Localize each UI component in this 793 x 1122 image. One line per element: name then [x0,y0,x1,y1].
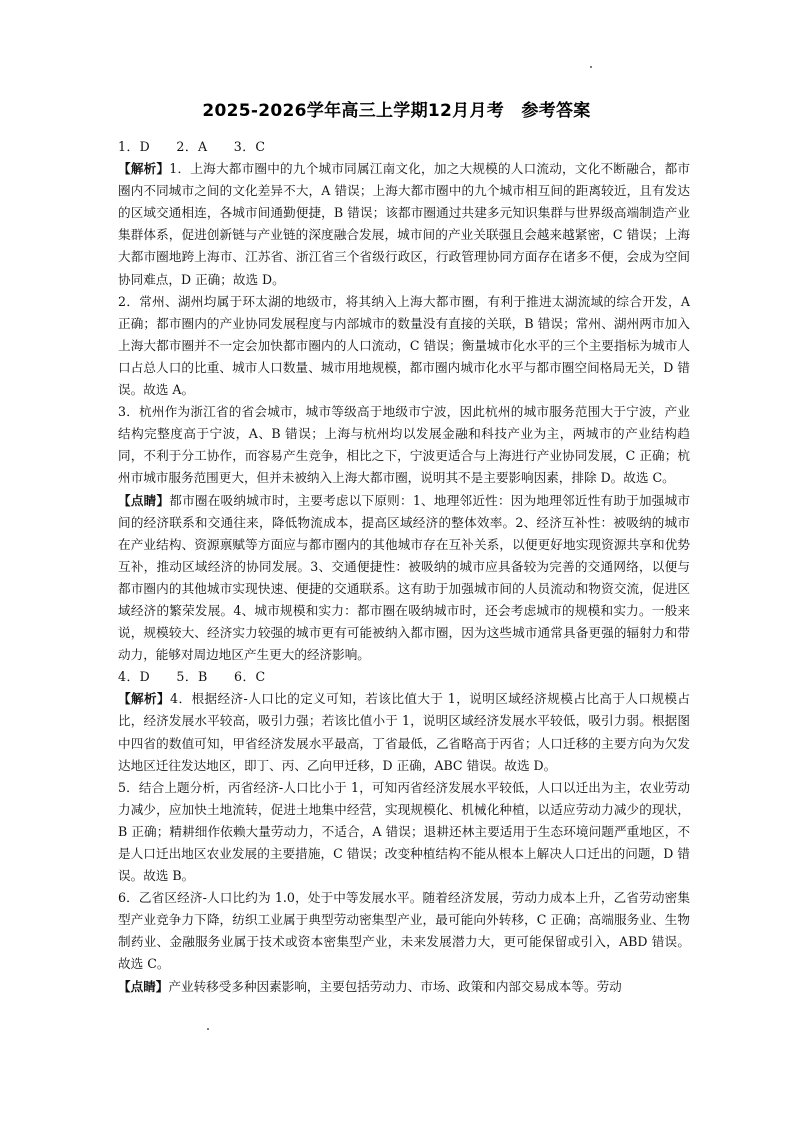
page-title: 2025-2026学年高三上学期12月月考 参考答案 [202,101,591,121]
tip-tag: 【点睛】 [118,492,170,508]
tip-tag: 【点睛】 [118,978,169,994]
tip-block [118,976,690,998]
analysis-tag: 【解析】 [118,691,171,707]
answer-content [118,136,690,998]
scan-speck [590,66,592,68]
explanation-paragraph: 3．杭州作为浙江省的省会城市，城市等级高于地级市宁波，因此杭州的城市服务范围大于宁波，产业结构完整度高于宁波，A、B 错误；上海与杭州均以发展金融和科技产业为主，两城市的产业结构趋同，不利于分工协作，而容易产生竞争，相比之下，宁波更适合与上海进行产业协同发展，C 正确；杭州市城市服务范围更大，但并未被纳入上海大都市圈，说明其不是主要影响因素，排除 D。故选 C。 [118,404,690,486]
analysis-tag: 【解析】 [118,161,170,177]
tip-block [118,490,690,667]
tip-text: 产业转移受多种因素影响，主要包括劳动力、市场、政策和内部交易成本等。劳动 [168,978,622,994]
answer-line: 1．D 2．A 3．C [118,139,266,154]
analysis-text: 1．上海大都市圈中的九个城市同属江南文化，加之大规模的人口流动，文化不断融合，都市圈内不同城市之间的文化差异不大，A 错误；上海大都市圈中的九个城市相互间的距离较近，且有发达的区域交通相连，各城市间通勤便捷，B 错误；该都市圈通过共建多元知识集群与世界级高端制造产业集群体系，促进创新链与产业链的深度融合发展，城市间的产业关联强且会越来越紧密，C 错误；上海大都市圈地跨上海市、江苏省、浙江省三个省级行政区，行政管理协同方面存在诸多不便，会成为空间协同难点，D 正确；故选 D。 [118,161,691,287]
tip-text: 都市圈在吸纳城市时，主要考虑以下原则：1、地理邻近性：因为地理邻近性有助于加强城市间的经济联系和交通往来，降低物流成本，提高区域经济的整体效率。2、经济互补性：被吸纳的城市在产业结构、资源禀赋等方面应与都市圈内的其他城市存在互补关系，以便更好地实现资源共享和优势互补，推动区域经济的协同发展。3、交通便捷性：被吸纳的城市应具备较为完善的交通网络，以便与都市圈内的其他城市实现快速、便捷的交通联系。这有助于加强城市间的人员流动和物资交流，促进区域经济的繁荣发展。4、城市规模和实力：都市圈在吸纳城市时，还会考虑城市的规模和实力。一般来说，规模较大、经济实力较强的城市更有可能被纳入都市圈，因为这些城市通常具备更强的辐射力和带动力，能够对周边地区产生更大的经济影响。 [118,492,691,663]
explanation-paragraph: 2．常州、湖州均属于环太湖的地级市，将其纳入上海大都市圈，有利于推进太湖流域的综合开发，A 正确；都市圈内的产业协同发展程度与内部城市的数量没有直接的关联，B 错误；常州、湖州两市加入上海大都市圈并不一定会加快都市圈内的人口流动，C 错误；衡量城市化水平的三个主要指标为城市人口占总人口的比重、城市人口数量、城市用地规模，都市圈内城市化水平与都市圈空间格局无关，D 错误。故选 A。 [118,293,690,398]
analysis-block [118,688,690,776]
answer-line: 4．D 5．B 6．C [118,669,266,685]
analysis-block [118,158,690,291]
explanation-paragraph: 6．乙省区经济-人口比约为 1.0，处于中等发展水平。随着经济发展，劳动力成本上升，乙省劳动密集型产业竞争力下降，纺织工业属于典型劳动密集型产业，最可能向外转移，C 正确；高端服务业、生物制药业、金融服务业属于技术或资本密集型产业，未来发展潜力大，更可能保留或引入，ABD 错误。故选 C。 [118,890,690,972]
analysis-text: 4．根据经济-人口比的定义可知，若该比值大于 1，说明区域经济规模占比高于人口规模占比，经济发展水平较高，吸引力强；若该比值小于 1，说明区域经济发展水平较低，吸引力弱。根据图中四省的数值可知，甲省经济发展水平最高，丁省最低，乙省略高于丙省；人口迁移的主要方向为欠发达地区迁往发达地区，即丁、丙、乙向甲迁移，D 正确，ABC 错误。故选 D。 [118,691,690,773]
scan-speck [207,1028,209,1030]
explanation-paragraph: 5．结合上题分析，丙省经济-人口比小于 1，可知丙省经济发展水平较低，人口以迁出为主，农业劳动力减少，应加快土地流转，促进土地集中经营，实现规模化、机械化种植，以适应劳动力减少的现状，B 正确；精耕细作依赖大量劳动力，不适合，A 错误；退耕还林主要适用于生态环境问题严重地区，不是人口迁出地区农业发展的主要措施，C 错误；改变种植结构不能从根本上解决人口迁出的问题，D 错误。故选 B。 [118,779,690,884]
